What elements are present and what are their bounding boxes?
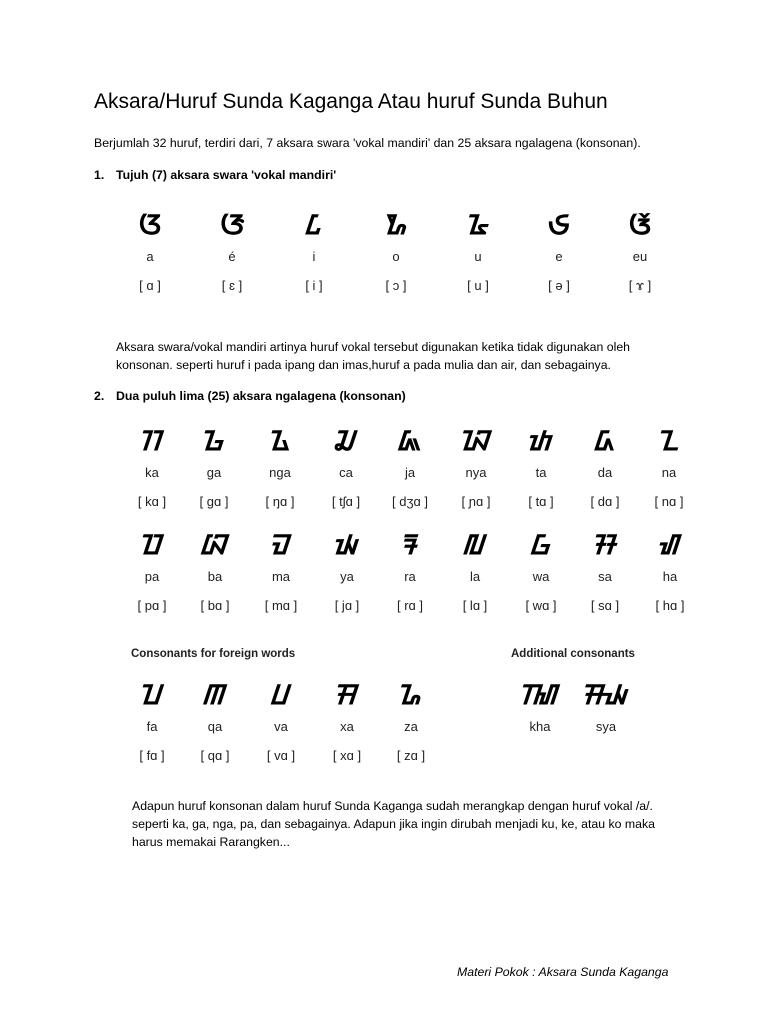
romanization: nya (465, 465, 487, 480)
romanization: ta (535, 465, 547, 480)
ipa-transcription: [ pɑ ] (137, 598, 167, 613)
sundanese-glyph: ᮟ (336, 680, 358, 711)
romanization: ga (206, 465, 222, 480)
sundanese-glyph: ᮋ (204, 680, 226, 711)
section-1-heading (94, 168, 336, 182)
sundanese-glyph: ᮐ (399, 680, 423, 711)
romanization: wa (532, 569, 550, 584)
consonant-explanation: Adapun huruf konsonan dalam huruf Sunda Kaganga sudah merangkap dengan huruf vokal /a/. seperti ka, ga, nga, pa, dan sebagainya. Adapun jika ingin dirubah menjadi ku, ke, atau ko maka harus memakai Rarangken... (132, 799, 655, 849)
ipa-transcription: [ vɑ ] (266, 748, 296, 763)
sundanese-glyph: ᮅ (467, 210, 489, 241)
vowel-explanation: Aksara swara/vokal mandiri artinya huruf vokal tersebut digunakan ketika tidak digunakan oleh konsonan. seperti huruf i pada ipang dan imas,huruf a pada mulia dan air, dan sebagainya. (116, 340, 631, 372)
vowel-e (533, 210, 585, 295)
sundanese-glyph: ᮇ (385, 210, 407, 241)
romanization: kha (529, 719, 551, 734)
ipa-transcription: [ wɑ ] (525, 598, 557, 613)
romanization: a (146, 249, 154, 264)
vowel-i (288, 210, 340, 295)
section-1-title: Tujuh (7) aksara swara 'vokal mandiri' (116, 168, 337, 182)
consonant-ka (124, 426, 180, 511)
sundanese-glyph: ᮝ (531, 530, 551, 561)
romanization: ca (339, 465, 353, 480)
ipa-transcription: [ mɑ ] (264, 598, 298, 613)
consonant-la (447, 530, 503, 615)
romanization: da (597, 465, 613, 480)
ipa-transcription: [ tɑ ] (528, 494, 554, 509)
consonant-ya (319, 530, 375, 615)
sundanese-glyph: ᮞ (594, 530, 616, 561)
romanization: e (555, 249, 563, 264)
ipa-transcription: [ xɑ ] (332, 748, 362, 763)
sundanese-glyph: ᮒ (529, 426, 553, 457)
sundanese-glyph: ᮔ (659, 426, 679, 457)
consonant-nya (448, 426, 504, 511)
ipa-transcription: [ ɑ ] (139, 278, 161, 293)
consonant-za (383, 680, 439, 765)
sundanese-glyph: ᮎ (335, 426, 357, 457)
sundanese-glyph: ᮛ (402, 530, 418, 561)
sundanese-glyph: ᮯ (583, 680, 629, 711)
ipa-transcription: [ ə ] (548, 278, 570, 293)
section-2-title: Dua puluh lima (25) aksara ngalagena (konsonan) (116, 389, 406, 403)
page-footer: Materi Pokok : Aksara Sunda Kaganga (457, 965, 669, 979)
ipa-transcription: [ ɔ ] (385, 278, 407, 293)
ipa-transcription: [ hɑ ] (655, 598, 685, 613)
consonant-ba (187, 530, 243, 615)
consonant-da (577, 426, 633, 511)
consonant-wa (513, 530, 569, 615)
romanization: ya (340, 569, 354, 584)
ipa-transcription: [ i ] (305, 278, 323, 293)
sundanese-glyph: ᮈ (548, 210, 570, 241)
sundanese-glyph: ᮑ (461, 426, 491, 457)
foreign-consonants-heading: Consonants for foreign words (131, 648, 296, 660)
romanization: xa (340, 719, 354, 734)
sundanese-glyph: ᮊ (141, 426, 163, 457)
ipa-transcription: [ kɑ ] (137, 494, 167, 509)
sundanese-glyph: ᮮ (521, 680, 559, 711)
romanization: ha (662, 569, 678, 584)
sundanese-glyph: ᮖ (141, 680, 163, 711)
romanization: nga (269, 465, 291, 480)
romanization: ba (207, 569, 223, 584)
ipa-transcription: [ lɑ ] (462, 598, 488, 613)
sundanese-glyph: ᮍ (270, 426, 290, 457)
consonant-ha (642, 530, 698, 615)
consonant-sya (578, 680, 634, 736)
romanization: i (312, 249, 316, 264)
ipa-transcription: [ dʒɑ ] (392, 494, 428, 509)
sundanese-glyph: ᮚ (335, 530, 359, 561)
ipa-transcription: [ sɑ ] (590, 598, 620, 613)
consonant-fa (124, 680, 180, 765)
vowel-e-acute (206, 210, 258, 295)
sundanese-glyph: ᮏ (398, 426, 421, 457)
consonant-na (641, 426, 697, 511)
ipa-transcription: [ ɤ ] (628, 278, 652, 293)
consonant-ga (186, 426, 242, 511)
intro-text: Berjumlah 32 huruf, terdiri dari, 7 aksara swara 'vokal mandiri' dan 25 aksara ngalagena (konsonan). (94, 136, 641, 150)
ipa-transcription: [ rɑ ] (396, 598, 423, 613)
vowel-u (452, 210, 504, 295)
romanization: eu (632, 249, 648, 264)
romanization: qa (207, 719, 223, 734)
romanization: u (474, 249, 482, 264)
romanization: ra (404, 569, 416, 584)
romanization: va (274, 719, 288, 734)
ipa-transcription: [ qɑ ] (200, 748, 230, 763)
romanization: sa (598, 569, 612, 584)
section-2-heading (94, 389, 406, 403)
sundanese-glyph: ᮘ (201, 530, 229, 561)
sundanese-glyph: ᮠ (659, 530, 681, 561)
ipa-transcription: [ ɛ ] (221, 278, 243, 293)
consonant-xa (319, 680, 375, 765)
vowel-o (370, 210, 422, 295)
vowel-a (124, 210, 176, 295)
consonant-va (253, 680, 309, 765)
consonant-sa (577, 530, 633, 615)
ipa-transcription: [ nɑ ] (654, 494, 684, 509)
ipa-transcription: [ jɑ ] (334, 598, 360, 613)
sundanese-glyph: ᮉ (628, 210, 652, 241)
romanization: sya (595, 719, 617, 734)
consonant-ra (382, 530, 438, 615)
consonant-ma (253, 530, 309, 615)
romanization: ja (404, 465, 416, 480)
ipa-transcription: [ gɑ ] (199, 494, 229, 509)
sundanese-glyph: ᮜ (464, 530, 486, 561)
romanization: é (228, 249, 236, 264)
romanization: fa (146, 719, 158, 734)
ipa-transcription: [ ŋɑ ] (265, 494, 295, 509)
romanization: na (661, 465, 677, 480)
sundanese-glyph: ᮓ (595, 426, 615, 457)
consonant-ta (513, 426, 569, 511)
romanization: pa (144, 569, 160, 584)
page-title: Aksara/Huruf Sunda Kaganga Atau huruf Sunda Buhun (94, 90, 608, 113)
sundanese-glyph: ᮄ (306, 210, 322, 241)
ipa-transcription: [ ɲɑ ] (461, 494, 491, 509)
romanization: o (392, 249, 400, 264)
romanization: za (404, 719, 418, 734)
section-1-number: 1. (94, 168, 105, 182)
ipa-transcription: [ u ] (467, 278, 489, 293)
consonant-kha (512, 680, 568, 736)
consonant-qa (187, 680, 243, 765)
ipa-transcription: [ dɑ ] (590, 494, 620, 509)
sundanese-glyph: ᮙ (271, 530, 291, 561)
vowel-eu (614, 210, 666, 295)
consonant-nga (252, 426, 308, 511)
sundanese-glyph: ᮆ (219, 210, 245, 241)
additional-consonants-heading: Additional consonants (511, 648, 635, 660)
section-2-number: 2. (94, 389, 105, 403)
sundanese-glyph: ᮌ (203, 426, 225, 457)
ipa-transcription: [ bɑ ] (200, 598, 230, 613)
romanization: ma (271, 569, 291, 584)
sundanese-glyph: ᮃ (138, 210, 162, 241)
ipa-transcription: [ zɑ ] (396, 748, 426, 763)
ipa-transcription: [ tʃɑ ] (331, 494, 361, 509)
ipa-transcription: [ fɑ ] (139, 748, 165, 763)
consonant-ca (318, 426, 374, 511)
sundanese-glyph: ᮗ (271, 680, 291, 711)
sundanese-glyph: ᮕ (141, 530, 163, 561)
consonant-ja (382, 426, 438, 511)
romanization: la (469, 569, 481, 584)
romanization: ka (145, 465, 159, 480)
consonant-pa (124, 530, 180, 615)
